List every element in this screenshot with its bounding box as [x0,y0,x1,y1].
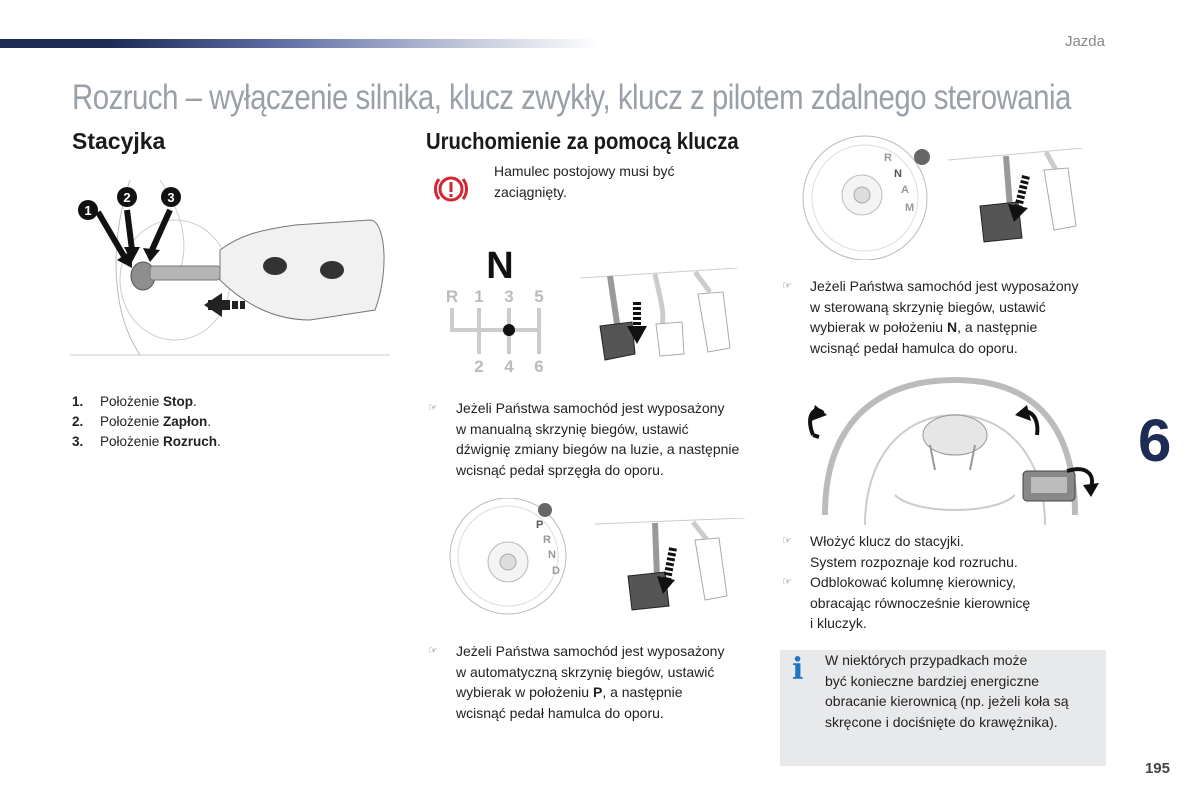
svg-text:R: R [543,534,551,546]
chapter-tab [1126,392,1200,496]
svg-text:N: N [548,549,556,561]
header-bar [0,39,600,48]
ignition-key-illustration [70,180,390,360]
auto-selector-dial [448,498,578,618]
list-item: 1. Położenie Stop. [72,394,197,409]
heading-key-start: Uruchomienie za pomocą klucza [426,128,739,154]
svg-text:3: 3 [504,287,514,306]
brake-pedal-illustration-auto [595,518,745,618]
svg-text:M: M [905,202,915,214]
list-item: 2. Położenie Zapłon. [72,414,212,429]
info-icon: i [792,652,804,687]
svg-text:1: 1 [474,287,484,306]
list-item: 3. Położenie Rozruch. [72,434,221,449]
svg-text:3: 3 [167,190,175,205]
svg-text:A: A [901,184,909,196]
clutch-pedal-illustration [580,268,740,373]
manual-gear-diagram [440,248,550,378]
parking-brake-icon [433,171,469,207]
pilot-selector-dial [800,135,945,260]
pilot-gearbox-step: ☞ Jeżeli Państwa samochód jest wyposażony w sterowaną skrzynię biegów, ustawić wybierak w położeniu N, a następnie wcisnąć pedał hamulca do oporu. [782,278,1079,356]
insert-key-step: ☞ Włożyć klucz do stacyjki. System rozpoznaje kod rozruchu. [782,533,1018,570]
section-label: Jazda [1064,33,1105,50]
brake-note: Hamulec postojowy musi być zaciągnięty. [494,163,675,200]
svg-text:6: 6 [534,357,544,376]
info-text: W niektórych przypadkach może być konieczne bardziej energiczne obracanie kierownicą (np. jeżeli koła są skręcone i dociśnięte do krawężnika). [825,652,1069,730]
unlock-column-step: ☞ Odblokować kolumnę kierownicy, obracając równocześnie kierownicę i kluczyk. [782,574,1031,631]
svg-text:2: 2 [474,357,484,376]
steering-wheel-illustration [805,375,1105,525]
svg-text:R: R [445,287,459,306]
svg-text:P: P [536,519,544,531]
svg-text:N: N [486,248,514,287]
svg-text:1: 1 [84,203,92,218]
page-title: Rozruch – wyłączenie silnika, klucz zwykły, klucz z pilotem zdalnego sterowania [72,78,1071,117]
svg-text:4: 4 [504,357,514,376]
svg-text:R: R [884,152,892,164]
svg-text:5: 5 [534,287,544,306]
brake-pedal-illustration-pilot [948,148,1083,248]
svg-text:2: 2 [123,190,131,205]
svg-text:N: N [894,168,902,180]
svg-text:D: D [552,565,560,577]
page-number: 195 [1144,760,1170,777]
automatic-gearbox-step: ☞ Jeżeli Państwa samochód jest wyposażony w automatyczną skrzynię biegów, ustawić wybierak w położeniu P, a następnie wcisnąć pedał hamulca do oporu. [428,643,725,721]
heading-ignition: Stacyjka [72,128,166,154]
manual-gearbox-step: ☞ Jeżeli Państwa samochód jest wyposażony w manualną skrzynię biegów, ustawić dźwignię zmiany biegów na luzie, a następnie wcisnąć pedał sprzęgła do oporu. [428,400,740,478]
chapter-number: 6 [1138,407,1172,474]
